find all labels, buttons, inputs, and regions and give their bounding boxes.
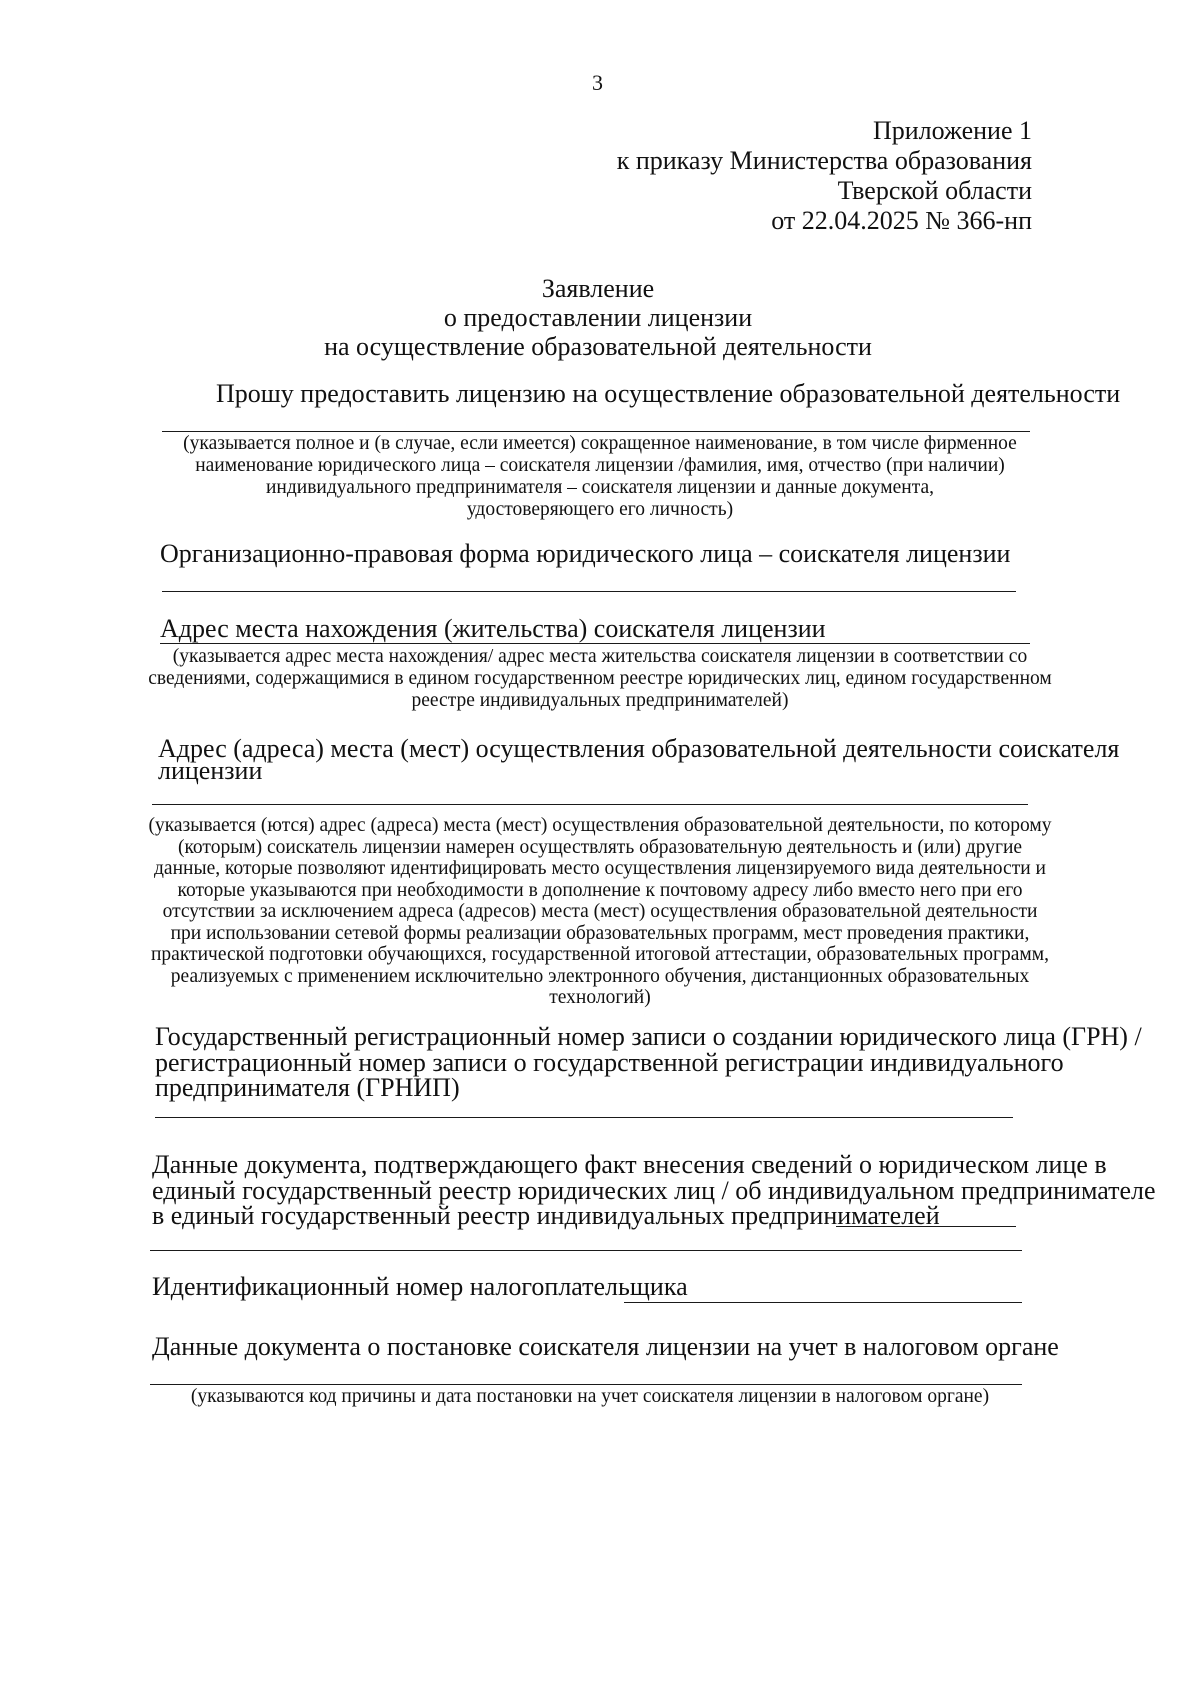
hint-address-line-1: (указывается адрес места нахождения/ адрес места жительства соискателя лицензии в соответствии со — [172, 646, 1028, 667]
appendix-line-2: к приказу Министерства образования — [616, 146, 1032, 175]
applicant-name-field-line — [162, 431, 1030, 432]
document-label-line-1: Данные документа, подтверждающего факт внесения сведений о юридическом лице в — [152, 1150, 1107, 1179]
hint-address — [140, 646, 1060, 712]
activity-address-label-line-1: Адрес (адреса) места (мест) осуществления образовательной деятельности соискателя — [158, 734, 1120, 763]
document-label-line-3: в единый государственный реестр индивидуальных предпринимателей — [152, 1201, 940, 1230]
hint-activity-line-8: реализуемых с применением исключительно электронного обучения, дистанционных образовательных — [170, 965, 1030, 987]
hint-activity-line-1: (указывается (ются) адрес (адреса) места (мест) осуществления образовательной деятельности, по которому — [148, 815, 1052, 836]
tax-doc-field-line — [150, 1384, 1022, 1385]
document-title — [0, 274, 1196, 361]
registration-field-line — [155, 1117, 1013, 1118]
hint-name-line-4: удостоверяющего его личность) — [466, 499, 734, 520]
document-inline-field-line — [836, 1226, 1016, 1227]
title-line-3: на осуществление образовательной деятельности — [324, 332, 872, 361]
activity-address-field-line — [152, 804, 1028, 805]
appendix-line-1: Приложение 1 — [872, 116, 1032, 145]
registration-label-line-3: предпринимателя (ГРНИП) — [155, 1073, 460, 1102]
hint-activity-line-4: которые указываются при необходимости в дополнение к почтовому адресу либо вместо него при его — [177, 879, 1023, 901]
title-line-1: Заявление — [541, 274, 655, 303]
hint-activity-line-5: отсутствии за исключением адреса (адресов) места (мест) осуществления образовательной деятельности — [162, 901, 1038, 922]
page-number: 3 — [592, 70, 603, 95]
hint-activity-line-2: (которым) соискатель лицензии намерен осуществлять образовательную деятельность и (или) другие — [177, 836, 1023, 858]
document-label-line-2: единый государственный реестр юридических лиц / об индивидуальном предпринимателе — [152, 1176, 1156, 1205]
hint-activity-address — [130, 815, 1070, 1009]
registration-label-line-2: регистрационный номер записи о государственной регистрации индивидуального — [155, 1048, 1064, 1077]
hint-address-line-3: реестре индивидуальных предпринимателей) — [411, 690, 789, 711]
hint-activity-line-6: при использовании сетевой формы реализации образовательных программ, мест проведения практики, — [170, 922, 1030, 944]
hint-address-line-2: сведениями, содержащимися в едином государственном реестре юридических лиц, едином государственном — [148, 668, 1052, 689]
appendix-line-4: от 22.04.2025 № 366-нп — [771, 206, 1032, 235]
tax-doc-label: Данные документа о постановке соискателя лицензии на учет в налоговом органе — [152, 1332, 1059, 1361]
appendix-line-3: Тверской области — [837, 176, 1032, 205]
hint-name-line-3: индивидуального предпринимателя – соискателя лицензии и данные документа, — [266, 477, 934, 498]
hint-name-line-2: наименование юридического лица – соискателя лицензии /фамилия, имя, отчество (при наличии) — [195, 455, 1005, 476]
activity-address-label-line-2: лицензии — [158, 756, 263, 785]
hint-activity-line-7: практической подготовки обучающихся, государственной итоговой аттестации, образовательных программ, — [151, 944, 1049, 965]
document-field-line — [150, 1250, 1022, 1251]
org-form-field-line — [162, 591, 1016, 592]
hint-name-line-1: (указывается полное и (в случае, если имеется) сокращенное наименование, в том числе фирменное — [183, 433, 1017, 454]
registration-label-line-1: Государственный регистрационный номер записи о создании юридического лица (ГРН) / — [155, 1022, 1142, 1051]
appendix-block — [617, 116, 1032, 236]
hint-activity-line-9: технологий) — [549, 987, 651, 1008]
org-form-label: Организационно-правовая форма юридического лица – соискателя лицензии — [160, 539, 1011, 568]
address-label: Адрес места нахождения (жительства) соискателя лицензии — [160, 614, 826, 643]
address-field-line — [160, 643, 1030, 644]
hint-tax: (указываются код причины и дата постановки на учет соискателя лицензии в налоговом органе) — [190, 1386, 990, 1407]
inn-field-line — [624, 1302, 1022, 1303]
request-text: Прошу предоставить лицензию на осуществление образовательной деятельности — [216, 379, 1121, 408]
hint-activity-line-3: данные, которые позволяют идентифицировать место осуществления лицензируемого вида деятельности и — [154, 858, 1046, 879]
inn-label: Идентификационный номер налогоплательщика — [152, 1272, 688, 1301]
hint-applicant-name — [140, 433, 1060, 521]
title-line-2: о предоставлении лицензии — [443, 303, 753, 332]
